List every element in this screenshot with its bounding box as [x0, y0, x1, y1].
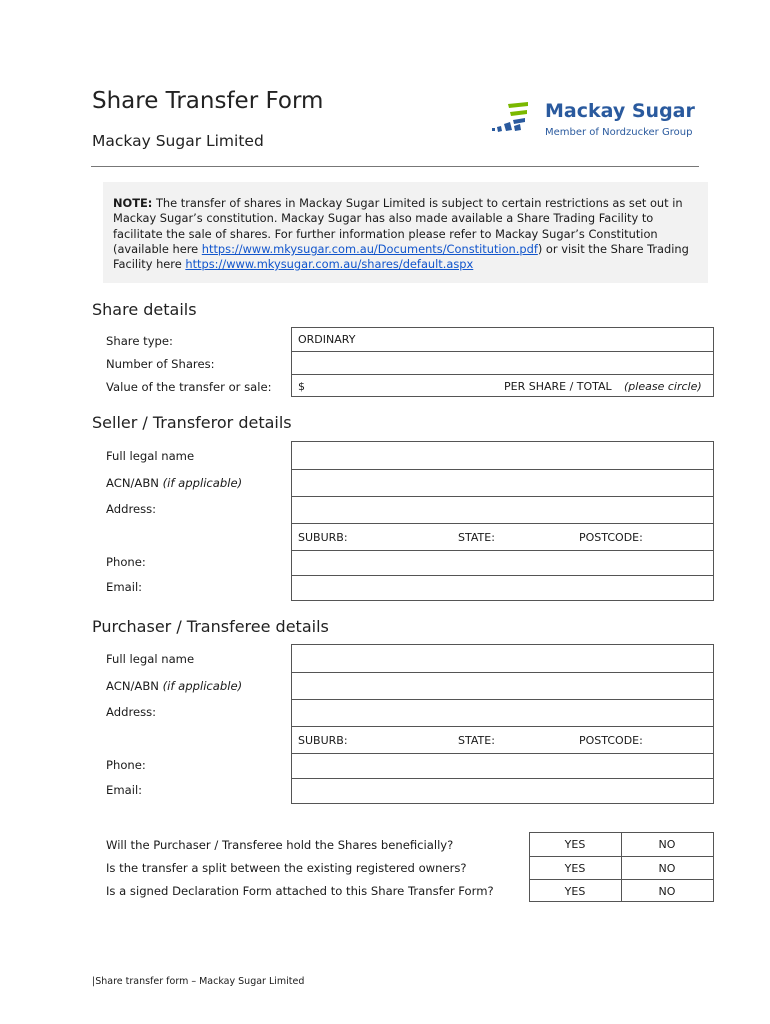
purchaser-acn-note: (if applicable)	[162, 679, 243, 693]
seller-email-label: Email:	[106, 580, 143, 594]
purchaser-acn-label	[106, 679, 242, 693]
purchaser-email-field[interactable]	[292, 778, 713, 804]
transfer-value-field[interactable]	[292, 374, 713, 397]
purchaser-address-label: Address:	[106, 705, 157, 719]
note-box	[103, 182, 708, 283]
seller-suburb-row[interactable]	[292, 523, 713, 550]
seller-email-field[interactable]	[292, 575, 713, 601]
purchaser-name-label: Full legal name	[106, 652, 195, 666]
purchaser-state-label: STATE:	[458, 734, 495, 747]
logo-name: Mackay Sugar	[545, 100, 695, 122]
purchaser-email-label: Email:	[106, 783, 143, 797]
note-text	[113, 196, 693, 272]
question-beneficial: Will the Purchaser / Transferee hold the Shares beneficially?	[106, 838, 454, 852]
share-details-table	[291, 327, 714, 397]
purchaser-acn-text: ACN/ABN	[106, 679, 159, 693]
question-split: Is the transfer a split between the existing registered owners?	[106, 861, 467, 875]
purchaser-acn-field[interactable]	[292, 672, 713, 699]
answer-no-option[interactable]: NO	[658, 838, 676, 851]
seller-name-label: Full legal name	[106, 449, 195, 463]
per-share-total-option[interactable]: PER SHARE / TOTAL	[504, 380, 612, 393]
purchaser-address-field[interactable]	[292, 699, 713, 726]
logo-tagline: Member of Nordzucker Group	[545, 127, 693, 138]
yes-no-table	[529, 832, 714, 902]
header-divider	[91, 166, 699, 167]
purchaser-phone-field[interactable]	[292, 753, 713, 778]
seller-postcode-label: POSTCODE:	[579, 531, 643, 544]
purchaser-suburb-label: SUBURB:	[298, 734, 348, 747]
seller-address-field[interactable]	[292, 496, 713, 523]
purchaser-table	[291, 644, 714, 804]
purchaser-heading: Purchaser / Transferee details	[92, 617, 329, 636]
seller-phone-field[interactable]	[292, 550, 713, 575]
note-text-1: The transfer of shares in Mackay Sugar Limited is subject to certain restrictions as set out in Mackay Sugar’s constitution. Mackay Sugar has also made available a Share Trading Facility to facilitate the sale of shares. For further information please refer to Mackay Sugar’s Constitution (available here	[113, 196, 683, 256]
purchaser-name-field[interactable]	[292, 645, 713, 672]
seller-phone-label: Phone:	[106, 555, 146, 569]
purchaser-suburb-row[interactable]	[292, 726, 713, 753]
answer-yes-option[interactable]: YES	[564, 838, 586, 851]
company-logo	[490, 98, 700, 148]
note-label: NOTE:	[113, 196, 153, 210]
transfer-value-label: Value of the transfer or sale:	[106, 380, 272, 394]
page-subtitle: Mackay Sugar Limited	[92, 132, 264, 150]
seller-suburb-label: SUBURB:	[298, 531, 348, 544]
please-circle-note: (please circle)	[624, 380, 702, 393]
seller-state-label: STATE:	[458, 531, 495, 544]
share-type-value: ORDINARY	[298, 333, 356, 346]
answer-no-option[interactable]: NO	[658, 885, 676, 898]
seller-acn-label	[106, 476, 242, 490]
answer-yes-option[interactable]: YES	[564, 862, 586, 875]
question-declaration: Is a signed Declaration Form attached to this Share Transfer Form?	[106, 884, 494, 898]
answer-yes-option[interactable]: YES	[564, 885, 586, 898]
share-type-field[interactable]	[292, 328, 713, 351]
seller-acn-note: (if applicable)	[162, 476, 243, 490]
logo-mark-icon	[490, 100, 542, 140]
seller-name-field[interactable]	[292, 442, 713, 469]
yes-no-row-divider	[530, 856, 713, 857]
page-footer: |Share transfer form – Mackay Sugar Limited	[92, 976, 305, 987]
purchaser-postcode-label: POSTCODE:	[579, 734, 643, 747]
purchaser-phone-label: Phone:	[106, 758, 146, 772]
answer-no-option[interactable]: NO	[658, 862, 676, 875]
currency-symbol: $	[298, 380, 305, 393]
seller-acn-text: ACN/ABN	[106, 476, 159, 490]
seller-heading: Seller / Transferor details	[92, 413, 292, 432]
seller-table	[291, 441, 714, 601]
seller-address-label: Address:	[106, 502, 157, 516]
yes-no-row-divider	[530, 879, 713, 880]
share-details-heading: Share details	[92, 300, 197, 319]
seller-acn-field[interactable]	[292, 469, 713, 496]
constitution-link[interactable]: https://www.mkysugar.com.au/Documents/Constitution.pdf	[201, 241, 538, 256]
number-of-shares-label: Number of Shares:	[106, 357, 215, 371]
number-of-shares-field[interactable]	[292, 351, 713, 374]
note-text-2: ) or visit the Share Trading Facility here	[113, 241, 689, 272]
page-title: Share Transfer Form	[92, 88, 324, 114]
share-type-label: Share type:	[106, 334, 173, 348]
share-trading-link[interactable]: https://www.mkysugar.com.au/shares/default.aspx	[185, 257, 474, 272]
